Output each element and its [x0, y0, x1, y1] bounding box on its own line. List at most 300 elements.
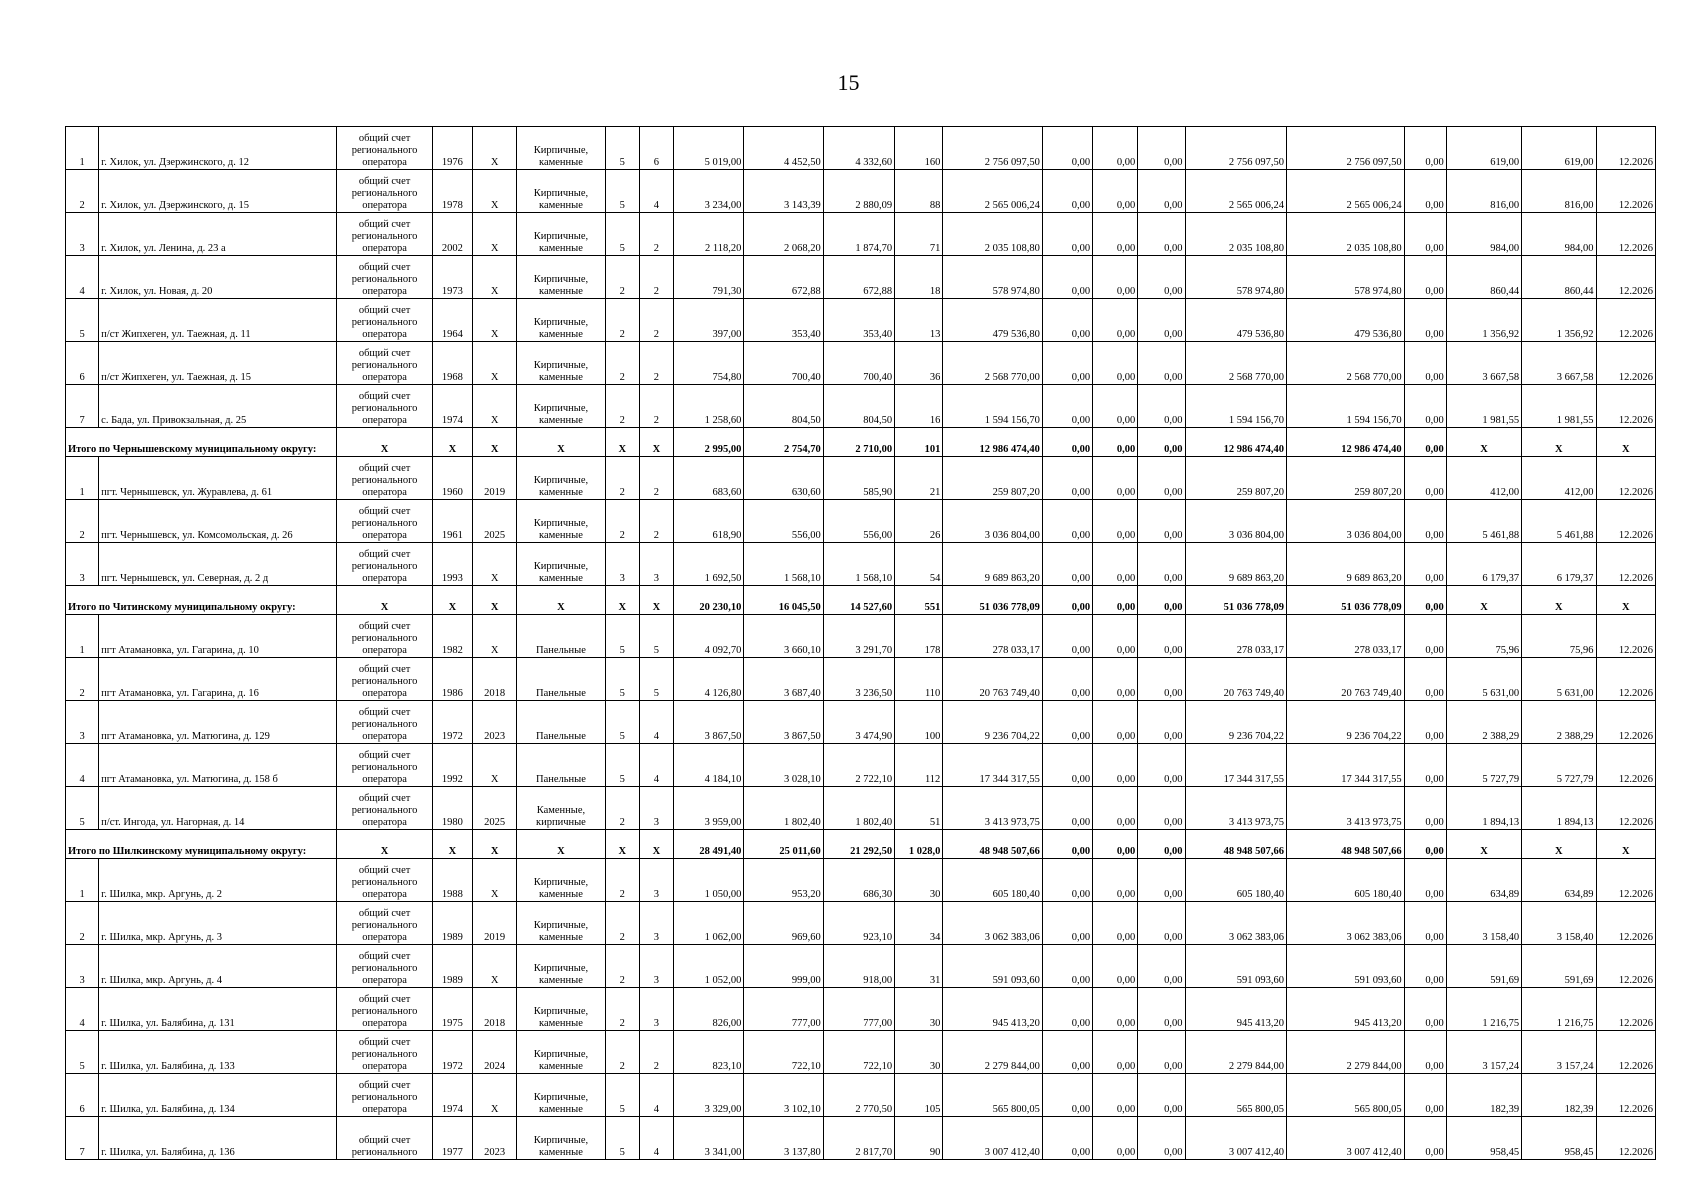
last-repair-year: X	[473, 586, 517, 615]
premises-area: 1 568,10	[744, 543, 823, 586]
unit-cost: 5 727,79	[1446, 744, 1521, 787]
floors: 5	[605, 1117, 639, 1160]
total-funds: 9 689 863,20	[1287, 543, 1405, 586]
account-type: общий счет регионального оператора	[337, 615, 432, 658]
floors: 2	[605, 859, 639, 902]
owners-funds: 12 986 474,40	[1185, 428, 1287, 457]
residential-area: 722,10	[823, 1031, 894, 1074]
repair-cost: 12 986 474,40	[943, 428, 1043, 457]
total-area: 3 234,00	[674, 170, 744, 213]
local-funds: 0,00	[1138, 213, 1185, 256]
total-funds: 9 236 704,22	[1287, 701, 1405, 744]
subtotal-label: Итого по Шилкинскому муниципальному округу:	[66, 830, 337, 859]
subtotal-row	[66, 428, 1656, 457]
other-funds: 0,00	[1404, 701, 1446, 744]
total-area: 3 867,50	[674, 701, 744, 744]
commissioning-year: 1973	[432, 256, 472, 299]
entrances: 3	[639, 787, 673, 830]
wall-material: X	[517, 586, 605, 615]
total-funds: 578 974,80	[1287, 256, 1405, 299]
federal-funds: 0,00	[1042, 1031, 1092, 1074]
wall-material: Кирпичные, каменные	[517, 170, 605, 213]
other-funds: 0,00	[1404, 428, 1446, 457]
owners-funds: 278 033,17	[1185, 615, 1287, 658]
page-number: 15	[837, 70, 860, 95]
repair-cost: 2 279 844,00	[943, 1031, 1043, 1074]
max-unit-cost: 1 216,75	[1522, 988, 1596, 1031]
commissioning-year: 1972	[432, 1031, 472, 1074]
max-unit-cost: 3 158,40	[1522, 902, 1596, 945]
premises-area: 3 102,10	[744, 1074, 823, 1117]
other-funds: 0,00	[1404, 902, 1446, 945]
repair-cost: 945 413,20	[943, 988, 1043, 1031]
row-number: 2	[66, 500, 99, 543]
total-area: 1 062,00	[674, 902, 744, 945]
total-funds: 3 413 973,75	[1287, 787, 1405, 830]
premises-area: 700,40	[744, 342, 823, 385]
last-repair-year: X	[473, 859, 517, 902]
premises-area: 353,40	[744, 299, 823, 342]
entrances: 3	[639, 988, 673, 1031]
total-area: 4 092,70	[674, 615, 744, 658]
owners-funds: 259 807,20	[1185, 457, 1287, 500]
owners-funds: 2 035 108,80	[1185, 213, 1287, 256]
commissioning-year: 1978	[432, 170, 472, 213]
completion-term: 12.2026	[1596, 615, 1655, 658]
residential-area: 1 874,70	[823, 213, 894, 256]
house-address: пгт Атамановка, ул. Гагарина, д. 10	[99, 615, 337, 658]
repair-cost: 3 413 973,75	[943, 787, 1043, 830]
premises-area: 777,00	[744, 988, 823, 1031]
residential-area: 686,30	[823, 859, 894, 902]
total-area: 618,90	[674, 500, 744, 543]
federal-funds: 0,00	[1042, 615, 1092, 658]
account-type: общий счет регионального оператора	[337, 256, 432, 299]
repair-cost: 3 007 412,40	[943, 1117, 1043, 1160]
table-row	[66, 457, 1656, 500]
local-funds: 0,00	[1138, 428, 1185, 457]
regional-funds: 0,00	[1093, 1074, 1138, 1117]
unit-cost: X	[1446, 428, 1521, 457]
wall-material: Кирпичные, каменные	[517, 945, 605, 988]
residents-count: 105	[895, 1074, 943, 1117]
unit-cost: 1 981,55	[1446, 385, 1521, 428]
max-unit-cost: X	[1522, 586, 1596, 615]
total-funds: 3 062 383,06	[1287, 902, 1405, 945]
max-unit-cost: 75,96	[1522, 615, 1596, 658]
floors: 2	[605, 457, 639, 500]
unit-cost: 412,00	[1446, 457, 1521, 500]
repair-cost: 51 036 778,09	[943, 586, 1043, 615]
floors: 2	[605, 500, 639, 543]
last-repair-year: 2023	[473, 1117, 517, 1160]
local-funds: 0,00	[1138, 615, 1185, 658]
completion-term: 12.2026	[1596, 256, 1655, 299]
entrances: 4	[639, 701, 673, 744]
owners-funds: 605 180,40	[1185, 859, 1287, 902]
federal-funds: 0,00	[1042, 543, 1092, 586]
completion-term: X	[1596, 830, 1655, 859]
other-funds: 0,00	[1404, 127, 1446, 170]
other-funds: 0,00	[1404, 744, 1446, 787]
federal-funds: 0,00	[1042, 256, 1092, 299]
total-area: 3 959,00	[674, 787, 744, 830]
other-funds: 0,00	[1404, 988, 1446, 1031]
total-area: 2 118,20	[674, 213, 744, 256]
entrances: 2	[639, 256, 673, 299]
last-repair-year: X	[473, 744, 517, 787]
capital-repair-register-table	[65, 126, 1656, 1160]
account-type: общий счет регионального оператора	[337, 787, 432, 830]
max-unit-cost: 1 894,13	[1522, 787, 1596, 830]
unit-cost: X	[1446, 830, 1521, 859]
house-address: г. Шилка, мкр. Аргунь, д. 2	[99, 859, 337, 902]
residential-area: 21 292,50	[823, 830, 894, 859]
row-number: 2	[66, 902, 99, 945]
other-funds: 0,00	[1404, 1031, 1446, 1074]
entrances: 2	[639, 500, 673, 543]
house-address: с. Бада, ул. Привокзальная, д. 25	[99, 385, 337, 428]
subtotal-label: Итого по Чернышевскому муниципальному округу:	[66, 428, 337, 457]
unit-cost: 619,00	[1446, 127, 1521, 170]
floors: 2	[605, 902, 639, 945]
entrances: 3	[639, 945, 673, 988]
owners-funds: 2 756 097,50	[1185, 127, 1287, 170]
commissioning-year: 1975	[432, 988, 472, 1031]
repair-cost: 2 565 006,24	[943, 170, 1043, 213]
unit-cost: 2 388,29	[1446, 701, 1521, 744]
account-type: общий счет регионального оператора	[337, 945, 432, 988]
entrances: X	[639, 428, 673, 457]
floors: 5	[605, 1074, 639, 1117]
row-number: 4	[66, 988, 99, 1031]
residential-area: 2 880,09	[823, 170, 894, 213]
federal-funds: 0,00	[1042, 170, 1092, 213]
regional-funds: 0,00	[1093, 787, 1138, 830]
owners-funds: 17 344 317,55	[1185, 744, 1287, 787]
last-repair-year: 2018	[473, 988, 517, 1031]
unit-cost: 860,44	[1446, 256, 1521, 299]
federal-funds: 0,00	[1042, 213, 1092, 256]
residential-area: 2 770,50	[823, 1074, 894, 1117]
completion-term: 12.2026	[1596, 701, 1655, 744]
total-area: 791,30	[674, 256, 744, 299]
repair-cost: 565 800,05	[943, 1074, 1043, 1117]
residential-area: 3 236,50	[823, 658, 894, 701]
premises-area: 3 867,50	[744, 701, 823, 744]
last-repair-year: 2025	[473, 500, 517, 543]
house-address: п/ст Жипхеген, ул. Таежная, д. 15	[99, 342, 337, 385]
owners-funds: 2 279 844,00	[1185, 1031, 1287, 1074]
total-area: 3 341,00	[674, 1117, 744, 1160]
residents-count: 1 028,0	[895, 830, 943, 859]
premises-area: 25 011,60	[744, 830, 823, 859]
residential-area: 585,90	[823, 457, 894, 500]
last-repair-year: X	[473, 945, 517, 988]
local-funds: 0,00	[1138, 902, 1185, 945]
commissioning-year: X	[432, 428, 472, 457]
floors: 5	[605, 658, 639, 701]
premises-area: 3 143,39	[744, 170, 823, 213]
owners-funds: 9 689 863,20	[1185, 543, 1287, 586]
account-type: X	[337, 830, 432, 859]
repair-cost: 1 594 156,70	[943, 385, 1043, 428]
total-funds: 605 180,40	[1287, 859, 1405, 902]
total-funds: 479 536,80	[1287, 299, 1405, 342]
account-type: общий счет регионального оператора	[337, 385, 432, 428]
house-address: г. Шилка, мкр. Аргунь, д. 3	[99, 902, 337, 945]
row-number: 1	[66, 457, 99, 500]
local-funds: 0,00	[1138, 859, 1185, 902]
table-row	[66, 1074, 1656, 1117]
floors: X	[605, 586, 639, 615]
regional-funds: 0,00	[1093, 615, 1138, 658]
residents-count: 36	[895, 342, 943, 385]
wall-material: Панельные	[517, 658, 605, 701]
total-area: 826,00	[674, 988, 744, 1031]
last-repair-year: 2018	[473, 658, 517, 701]
row-number: 7	[66, 385, 99, 428]
owners-funds: 3 062 383,06	[1185, 902, 1287, 945]
table-row	[66, 787, 1656, 830]
repair-cost: 48 948 507,66	[943, 830, 1043, 859]
completion-term: 12.2026	[1596, 859, 1655, 902]
floors: X	[605, 830, 639, 859]
local-funds: 0,00	[1138, 1117, 1185, 1160]
completion-term: 12.2026	[1596, 1117, 1655, 1160]
federal-funds: 0,00	[1042, 658, 1092, 701]
row-number: 5	[66, 787, 99, 830]
repair-cost: 2 756 097,50	[943, 127, 1043, 170]
residents-count: 30	[895, 1031, 943, 1074]
house-address: г. Хилок, ул. Дзержинского, д. 15	[99, 170, 337, 213]
row-number: 3	[66, 543, 99, 586]
wall-material: Кирпичные, каменные	[517, 1031, 605, 1074]
subtotal-row	[66, 586, 1656, 615]
repair-cost: 479 536,80	[943, 299, 1043, 342]
max-unit-cost: 634,89	[1522, 859, 1596, 902]
other-funds: 0,00	[1404, 543, 1446, 586]
residential-area: 923,10	[823, 902, 894, 945]
account-type: общий счет регионального оператора	[337, 170, 432, 213]
row-number: 3	[66, 945, 99, 988]
premises-area: 2 068,20	[744, 213, 823, 256]
entrances: 4	[639, 1117, 673, 1160]
regional-funds: 0,00	[1093, 385, 1138, 428]
floors: 5	[605, 127, 639, 170]
max-unit-cost: 5 727,79	[1522, 744, 1596, 787]
total-funds: 591 093,60	[1287, 945, 1405, 988]
local-funds: 0,00	[1138, 945, 1185, 988]
row-number: 7	[66, 1117, 99, 1160]
account-type: общий счет регионального оператора	[337, 701, 432, 744]
table-row	[66, 213, 1656, 256]
entrances: 5	[639, 615, 673, 658]
residents-count: 30	[895, 859, 943, 902]
last-repair-year: X	[473, 342, 517, 385]
owners-funds: 48 948 507,66	[1185, 830, 1287, 859]
local-funds: 0,00	[1138, 701, 1185, 744]
residents-count: 21	[895, 457, 943, 500]
regional-funds: 0,00	[1093, 744, 1138, 787]
federal-funds: 0,00	[1042, 586, 1092, 615]
wall-material: Кирпичные, каменные	[517, 299, 605, 342]
account-type: X	[337, 586, 432, 615]
premises-area: 3 137,80	[744, 1117, 823, 1160]
last-repair-year: X	[473, 830, 517, 859]
residential-area: 700,40	[823, 342, 894, 385]
account-type: общий счет регионального оператора	[337, 744, 432, 787]
wall-material: Кирпичные, каменные	[517, 1117, 605, 1160]
table-row	[66, 701, 1656, 744]
regional-funds: 0,00	[1093, 127, 1138, 170]
federal-funds: 0,00	[1042, 1074, 1092, 1117]
repair-cost: 3 062 383,06	[943, 902, 1043, 945]
account-type: общий счет регионального оператора	[337, 457, 432, 500]
local-funds: 0,00	[1138, 787, 1185, 830]
premises-area: 1 802,40	[744, 787, 823, 830]
other-funds: 0,00	[1404, 859, 1446, 902]
repair-cost: 278 033,17	[943, 615, 1043, 658]
account-type: общий счет регионального оператора	[337, 1074, 432, 1117]
repair-cost: 17 344 317,55	[943, 744, 1043, 787]
floors: 2	[605, 299, 639, 342]
total-area: 4 126,80	[674, 658, 744, 701]
other-funds: 0,00	[1404, 256, 1446, 299]
residents-count: 71	[895, 213, 943, 256]
other-funds: 0,00	[1404, 457, 1446, 500]
entrances: 4	[639, 744, 673, 787]
commissioning-year: X	[432, 586, 472, 615]
floors: 2	[605, 945, 639, 988]
house-address: г. Шилка, ул. Балябина, д. 134	[99, 1074, 337, 1117]
entrances: X	[639, 830, 673, 859]
residential-area: 804,50	[823, 385, 894, 428]
floors: 5	[605, 744, 639, 787]
max-unit-cost: 816,00	[1522, 170, 1596, 213]
residential-area: 353,40	[823, 299, 894, 342]
total-funds: 259 807,20	[1287, 457, 1405, 500]
premises-area: 999,00	[744, 945, 823, 988]
residential-area: 14 527,60	[823, 586, 894, 615]
other-funds: 0,00	[1404, 945, 1446, 988]
federal-funds: 0,00	[1042, 744, 1092, 787]
floors: X	[605, 428, 639, 457]
total-funds: 2 565 006,24	[1287, 170, 1405, 213]
regional-funds: 0,00	[1093, 299, 1138, 342]
total-area: 1 692,50	[674, 543, 744, 586]
total-funds: 17 344 317,55	[1287, 744, 1405, 787]
table-row	[66, 744, 1656, 787]
total-area: 2 995,00	[674, 428, 744, 457]
premises-area: 3 660,10	[744, 615, 823, 658]
row-number: 5	[66, 1031, 99, 1074]
completion-term: 12.2026	[1596, 1031, 1655, 1074]
commissioning-year: 1976	[432, 127, 472, 170]
local-funds: 0,00	[1138, 1074, 1185, 1117]
wall-material: Кирпичные, каменные	[517, 385, 605, 428]
total-funds: 2 279 844,00	[1287, 1031, 1405, 1074]
commissioning-year: 1992	[432, 744, 472, 787]
unit-cost: 3 157,24	[1446, 1031, 1521, 1074]
floors: 5	[605, 615, 639, 658]
commissioning-year: 1968	[432, 342, 472, 385]
premises-area: 969,60	[744, 902, 823, 945]
regional-funds: 0,00	[1093, 859, 1138, 902]
local-funds: 0,00	[1138, 586, 1185, 615]
regional-funds: 0,00	[1093, 428, 1138, 457]
unit-cost: 816,00	[1446, 170, 1521, 213]
federal-funds: 0,00	[1042, 299, 1092, 342]
wall-material: Кирпичные, каменные	[517, 988, 605, 1031]
owners-funds: 2 565 006,24	[1185, 170, 1287, 213]
last-repair-year: X	[473, 127, 517, 170]
total-area: 4 184,10	[674, 744, 744, 787]
row-number: 1	[66, 615, 99, 658]
table-row	[66, 1031, 1656, 1074]
commissioning-year: 1974	[432, 385, 472, 428]
unit-cost: X	[1446, 586, 1521, 615]
floors: 2	[605, 1031, 639, 1074]
other-funds: 0,00	[1404, 615, 1446, 658]
wall-material: Панельные	[517, 744, 605, 787]
premises-area: 2 754,70	[744, 428, 823, 457]
residential-area: 2 710,00	[823, 428, 894, 457]
federal-funds: 0,00	[1042, 500, 1092, 543]
total-funds: 1 594 156,70	[1287, 385, 1405, 428]
repair-cost: 2 035 108,80	[943, 213, 1043, 256]
account-type: общий счет регионального оператора	[337, 902, 432, 945]
premises-area: 3 028,10	[744, 744, 823, 787]
total-funds: 20 763 749,40	[1287, 658, 1405, 701]
regional-funds: 0,00	[1093, 256, 1138, 299]
repair-cost: 605 180,40	[943, 859, 1043, 902]
wall-material: X	[517, 830, 605, 859]
unit-cost: 3 158,40	[1446, 902, 1521, 945]
federal-funds: 0,00	[1042, 945, 1092, 988]
commissioning-year: 1972	[432, 701, 472, 744]
unit-cost: 984,00	[1446, 213, 1521, 256]
residential-area: 672,88	[823, 256, 894, 299]
unit-cost: 5 631,00	[1446, 658, 1521, 701]
local-funds: 0,00	[1138, 744, 1185, 787]
row-number: 2	[66, 170, 99, 213]
other-funds: 0,00	[1404, 586, 1446, 615]
table-row	[66, 1117, 1656, 1160]
house-address: г. Хилок, ул. Дзержинского, д. 12	[99, 127, 337, 170]
wall-material: Кирпичные, каменные	[517, 127, 605, 170]
other-funds: 0,00	[1404, 299, 1446, 342]
max-unit-cost: 860,44	[1522, 256, 1596, 299]
unit-cost: 958,45	[1446, 1117, 1521, 1160]
local-funds: 0,00	[1138, 1031, 1185, 1074]
unit-cost: 591,69	[1446, 945, 1521, 988]
row-number: 4	[66, 744, 99, 787]
commissioning-year: 2002	[432, 213, 472, 256]
other-funds: 0,00	[1404, 500, 1446, 543]
unit-cost: 6 179,37	[1446, 543, 1521, 586]
house-address: пгт. Чернышевск, ул. Журавлева, д. 61	[99, 457, 337, 500]
house-address: пгт Атамановка, ул. Матюгина, д. 129	[99, 701, 337, 744]
completion-term: 12.2026	[1596, 213, 1655, 256]
federal-funds: 0,00	[1042, 830, 1092, 859]
table-row	[66, 543, 1656, 586]
last-repair-year: 2019	[473, 902, 517, 945]
total-area: 754,80	[674, 342, 744, 385]
entrances: 3	[639, 902, 673, 945]
last-repair-year: X	[473, 213, 517, 256]
total-area: 5 019,00	[674, 127, 744, 170]
